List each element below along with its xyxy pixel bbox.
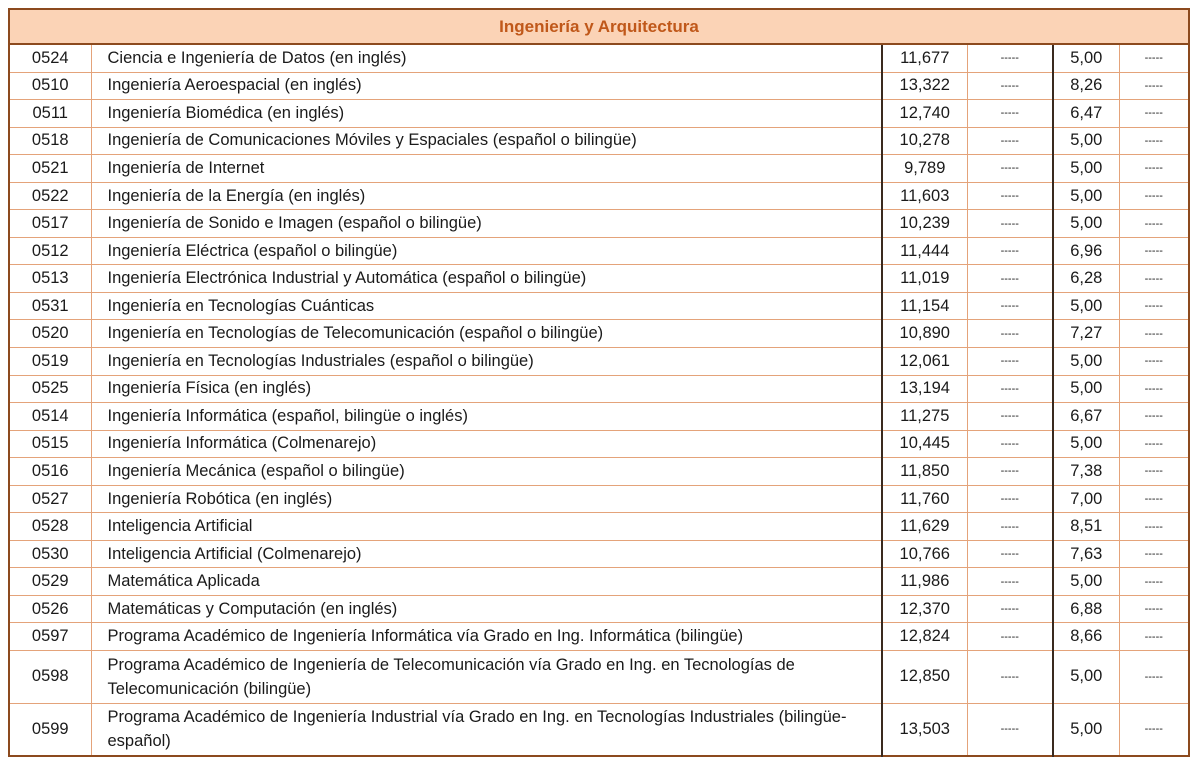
column-6-value: ----- bbox=[1119, 182, 1189, 210]
table-row bbox=[9, 568, 1189, 596]
cutoff-score: 11,275 bbox=[882, 403, 967, 431]
degree-name: Ingeniería Electrónica Industrial y Automática (español o bilingüe) bbox=[91, 265, 882, 293]
column-6-value: ----- bbox=[1119, 210, 1189, 238]
cutoff-score: 10,278 bbox=[882, 127, 967, 155]
table-title-row bbox=[9, 9, 1189, 44]
degree-name: Ingeniería Aeroespacial (en inglés) bbox=[91, 72, 882, 100]
degree-name: Ingeniería de la Energía (en inglés) bbox=[91, 182, 882, 210]
degree-code: 0530 bbox=[9, 540, 91, 568]
column-5-value: 5,00 bbox=[1053, 568, 1119, 596]
column-5-value: 5,00 bbox=[1053, 210, 1119, 238]
column-6-value: ----- bbox=[1119, 375, 1189, 403]
column-4-value: ----- bbox=[967, 320, 1053, 348]
degree-code: 0519 bbox=[9, 348, 91, 376]
degree-name: Programa Académico de Ingeniería Informática vía Grado en Ing. Informática (bilingüe) bbox=[91, 623, 882, 651]
table-row bbox=[9, 513, 1189, 541]
degree-code: 0513 bbox=[9, 265, 91, 293]
column-4-value: ----- bbox=[967, 513, 1053, 541]
column-4-value: ----- bbox=[967, 237, 1053, 265]
degree-code: 0529 bbox=[9, 568, 91, 596]
column-5-value: 7,63 bbox=[1053, 540, 1119, 568]
table-row bbox=[9, 430, 1189, 458]
column-6-value: ----- bbox=[1119, 568, 1189, 596]
table-row bbox=[9, 44, 1189, 72]
degree-code: 0510 bbox=[9, 72, 91, 100]
column-5-value: 8,66 bbox=[1053, 623, 1119, 651]
column-5-value: 7,38 bbox=[1053, 458, 1119, 486]
column-4-value: ----- bbox=[967, 430, 1053, 458]
column-4-value: ----- bbox=[967, 568, 1053, 596]
cutoff-score: 10,766 bbox=[882, 540, 967, 568]
column-5-value: 5,00 bbox=[1053, 44, 1119, 72]
degree-name: Ingeniería en Tecnologías Industriales (español o bilingüe) bbox=[91, 348, 882, 376]
table-row bbox=[9, 100, 1189, 128]
cutoff-score: 12,850 bbox=[882, 651, 967, 704]
table-row bbox=[9, 458, 1189, 486]
table-row bbox=[9, 375, 1189, 403]
column-6-value: ----- bbox=[1119, 320, 1189, 348]
table-row bbox=[9, 485, 1189, 513]
cutoff-score: 11,154 bbox=[882, 292, 967, 320]
cutoff-score: 12,370 bbox=[882, 595, 967, 623]
column-6-value: ----- bbox=[1119, 540, 1189, 568]
column-4-value: ----- bbox=[967, 540, 1053, 568]
cutoff-score: 9,789 bbox=[882, 155, 967, 183]
column-5-value: 5,00 bbox=[1053, 651, 1119, 704]
column-5-value: 5,00 bbox=[1053, 703, 1119, 756]
column-4-value: ----- bbox=[967, 595, 1053, 623]
column-4-value: ----- bbox=[967, 155, 1053, 183]
column-5-value: 8,26 bbox=[1053, 72, 1119, 100]
column-6-value: ----- bbox=[1119, 72, 1189, 100]
degree-name: Ingeniería Informática (español, bilingüe o inglés) bbox=[91, 403, 882, 431]
cutoff-score: 13,503 bbox=[882, 703, 967, 756]
table-row bbox=[9, 651, 1189, 704]
cutoff-score: 12,061 bbox=[882, 348, 967, 376]
degree-name: Inteligencia Artificial bbox=[91, 513, 882, 541]
cutoff-score: 10,890 bbox=[882, 320, 967, 348]
degree-name: Programa Académico de Ingeniería Industrial vía Grado en Ing. en Tecnologías Industriales (bilingüe-español) bbox=[91, 703, 882, 756]
table-row bbox=[9, 348, 1189, 376]
cutoff-score: 10,239 bbox=[882, 210, 967, 238]
degree-code: 0531 bbox=[9, 292, 91, 320]
column-4-value: ----- bbox=[967, 458, 1053, 486]
degree-name: Ingeniería de Sonido e Imagen (español o bilingüe) bbox=[91, 210, 882, 238]
column-4-value: ----- bbox=[967, 292, 1053, 320]
table-row bbox=[9, 292, 1189, 320]
column-5-value: 6,47 bbox=[1053, 100, 1119, 128]
cutoff-score: 11,760 bbox=[882, 485, 967, 513]
column-5-value: 5,00 bbox=[1053, 127, 1119, 155]
degree-code: 0515 bbox=[9, 430, 91, 458]
cutoff-score: 12,824 bbox=[882, 623, 967, 651]
table-row bbox=[9, 540, 1189, 568]
column-4-value: ----- bbox=[967, 403, 1053, 431]
column-4-value: ----- bbox=[967, 72, 1053, 100]
column-5-value: 7,00 bbox=[1053, 485, 1119, 513]
column-4-value: ----- bbox=[967, 703, 1053, 756]
column-6-value: ----- bbox=[1119, 458, 1189, 486]
column-6-value: ----- bbox=[1119, 292, 1189, 320]
column-6-value: ----- bbox=[1119, 703, 1189, 756]
degree-code: 0518 bbox=[9, 127, 91, 155]
degree-code: 0516 bbox=[9, 458, 91, 486]
column-6-value: ----- bbox=[1119, 513, 1189, 541]
degree-name: Ingeniería de Comunicaciones Móviles y Espaciales (español o bilingüe) bbox=[91, 127, 882, 155]
table-row bbox=[9, 320, 1189, 348]
degree-code: 0597 bbox=[9, 623, 91, 651]
column-6-value: ----- bbox=[1119, 403, 1189, 431]
column-5-value: 5,00 bbox=[1053, 292, 1119, 320]
degree-code: 0521 bbox=[9, 155, 91, 183]
degree-code: 0511 bbox=[9, 100, 91, 128]
degree-code: 0517 bbox=[9, 210, 91, 238]
degree-name: Ciencia e Ingeniería de Datos (en inglés) bbox=[91, 44, 882, 72]
column-4-value: ----- bbox=[967, 182, 1053, 210]
column-5-value: 5,00 bbox=[1053, 155, 1119, 183]
degree-name: Ingeniería Eléctrica (español o bilingüe) bbox=[91, 237, 882, 265]
cutoff-score: 12,740 bbox=[882, 100, 967, 128]
column-6-value: ----- bbox=[1119, 485, 1189, 513]
degree-name: Ingeniería de Internet bbox=[91, 155, 882, 183]
admission-scores-table bbox=[8, 8, 1190, 757]
degree-code: 0514 bbox=[9, 403, 91, 431]
column-6-value: ----- bbox=[1119, 430, 1189, 458]
degree-name: Matemáticas y Computación (en inglés) bbox=[91, 595, 882, 623]
column-6-value: ----- bbox=[1119, 651, 1189, 704]
table-row bbox=[9, 623, 1189, 651]
column-4-value: ----- bbox=[967, 348, 1053, 376]
degree-code: 0520 bbox=[9, 320, 91, 348]
column-5-value: 6,96 bbox=[1053, 237, 1119, 265]
cutoff-score: 11,986 bbox=[882, 568, 967, 596]
column-4-value: ----- bbox=[967, 623, 1053, 651]
column-5-value: 5,00 bbox=[1053, 348, 1119, 376]
column-5-value: 8,51 bbox=[1053, 513, 1119, 541]
column-6-value: ----- bbox=[1119, 348, 1189, 376]
degree-code: 0524 bbox=[9, 44, 91, 72]
degree-name: Ingeniería en Tecnologías de Telecomunicación (español o bilingüe) bbox=[91, 320, 882, 348]
table-row bbox=[9, 72, 1189, 100]
table-row bbox=[9, 182, 1189, 210]
column-6-value: ----- bbox=[1119, 265, 1189, 293]
degree-name: Ingeniería Mecánica (español o bilingüe) bbox=[91, 458, 882, 486]
degree-code: 0598 bbox=[9, 651, 91, 704]
column-6-value: ----- bbox=[1119, 44, 1189, 72]
cutoff-score: 11,677 bbox=[882, 44, 967, 72]
degree-name: Inteligencia Artificial (Colmenarejo) bbox=[91, 540, 882, 568]
cutoff-score: 11,019 bbox=[882, 265, 967, 293]
degree-code: 0599 bbox=[9, 703, 91, 756]
degree-name: Matemática Aplicada bbox=[91, 568, 882, 596]
degree-code: 0512 bbox=[9, 237, 91, 265]
table-row bbox=[9, 210, 1189, 238]
table-row bbox=[9, 265, 1189, 293]
column-4-value: ----- bbox=[967, 127, 1053, 155]
column-4-value: ----- bbox=[967, 265, 1053, 293]
degree-name: Ingeniería en Tecnologías Cuánticas bbox=[91, 292, 882, 320]
section-title: Ingeniería y Arquitectura bbox=[9, 9, 1189, 44]
admission-table-container bbox=[8, 8, 1188, 757]
table-row bbox=[9, 127, 1189, 155]
column-5-value: 6,67 bbox=[1053, 403, 1119, 431]
column-4-value: ----- bbox=[967, 210, 1053, 238]
column-6-value: ----- bbox=[1119, 155, 1189, 183]
cutoff-score: 13,322 bbox=[882, 72, 967, 100]
cutoff-score: 10,445 bbox=[882, 430, 967, 458]
column-5-value: 5,00 bbox=[1053, 375, 1119, 403]
cutoff-score: 11,444 bbox=[882, 237, 967, 265]
table-body bbox=[9, 44, 1189, 756]
column-6-value: ----- bbox=[1119, 100, 1189, 128]
degree-name: Ingeniería Robótica (en inglés) bbox=[91, 485, 882, 513]
column-6-value: ----- bbox=[1119, 237, 1189, 265]
column-4-value: ----- bbox=[967, 375, 1053, 403]
degree-name: Ingeniería Biomédica (en inglés) bbox=[91, 100, 882, 128]
column-6-value: ----- bbox=[1119, 127, 1189, 155]
table-row bbox=[9, 155, 1189, 183]
degree-code: 0526 bbox=[9, 595, 91, 623]
column-4-value: ----- bbox=[967, 44, 1053, 72]
degree-code: 0522 bbox=[9, 182, 91, 210]
cutoff-score: 11,629 bbox=[882, 513, 967, 541]
degree-name: Ingeniería Física (en inglés) bbox=[91, 375, 882, 403]
degree-code: 0527 bbox=[9, 485, 91, 513]
column-5-value: 5,00 bbox=[1053, 182, 1119, 210]
column-5-value: 6,28 bbox=[1053, 265, 1119, 293]
column-6-value: ----- bbox=[1119, 595, 1189, 623]
column-5-value: 5,00 bbox=[1053, 430, 1119, 458]
table-row bbox=[9, 403, 1189, 431]
table-row bbox=[9, 703, 1189, 756]
degree-code: 0528 bbox=[9, 513, 91, 541]
degree-name: Programa Académico de Ingeniería de Telecomunicación vía Grado en Ing. en Tecnologías de Telecomunicación (bilingüe) bbox=[91, 651, 882, 704]
degree-code: 0525 bbox=[9, 375, 91, 403]
table-row bbox=[9, 595, 1189, 623]
cutoff-score: 11,603 bbox=[882, 182, 967, 210]
column-4-value: ----- bbox=[967, 651, 1053, 704]
cutoff-score: 13,194 bbox=[882, 375, 967, 403]
degree-name: Ingeniería Informática (Colmenarejo) bbox=[91, 430, 882, 458]
column-6-value: ----- bbox=[1119, 623, 1189, 651]
column-5-value: 6,88 bbox=[1053, 595, 1119, 623]
column-4-value: ----- bbox=[967, 485, 1053, 513]
column-5-value: 7,27 bbox=[1053, 320, 1119, 348]
cutoff-score: 11,850 bbox=[882, 458, 967, 486]
table-row bbox=[9, 237, 1189, 265]
column-4-value: ----- bbox=[967, 100, 1053, 128]
